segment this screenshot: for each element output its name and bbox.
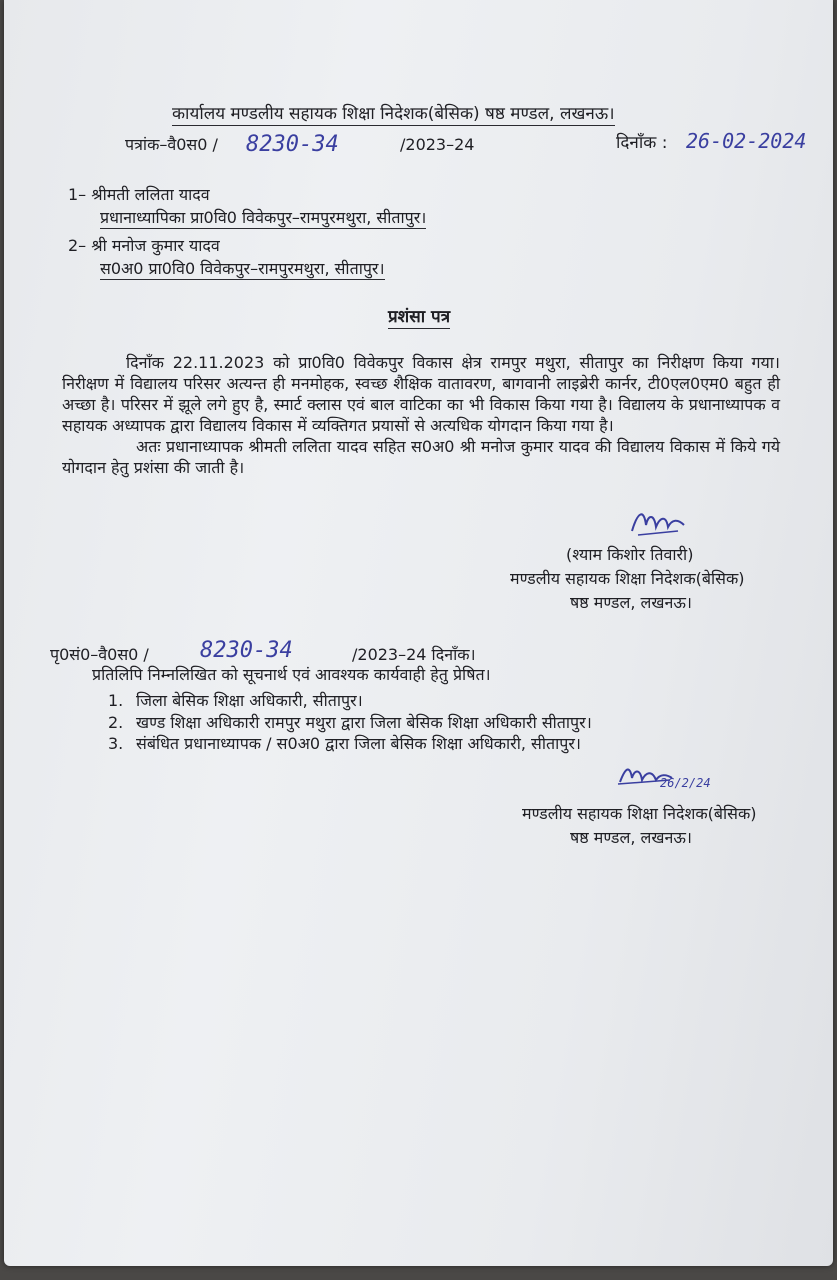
list-item-text: संबंधित प्रधानाध्यापक / स0अ0 द्वारा जिला बेसिक शिक्षा अधिकारी, सीतापुर। bbox=[136, 734, 581, 753]
date-handwritten: 26-02-2024 bbox=[686, 129, 807, 153]
body-text bbox=[62, 352, 780, 478]
recipient-1-address: प्रधानाध्यापिका प्रा0वि0 विवेकपुर–रामपुरमथुरा, सीतापुर। bbox=[100, 208, 426, 229]
signature-mark bbox=[628, 505, 688, 539]
list-item-number: 3. bbox=[108, 734, 124, 753]
signatory-name: (श्याम किशोर तिवारी) bbox=[566, 545, 694, 564]
recipient-1-name: 1– श्रीमती ललिता यादव bbox=[68, 185, 210, 204]
list-item-number: 2. bbox=[108, 712, 124, 732]
letter-paper bbox=[4, 0, 833, 1266]
copy-ref-year-date: /2023–24 दिनाँक। bbox=[352, 645, 476, 664]
list-item bbox=[108, 733, 592, 755]
list-item-number: 1. bbox=[108, 691, 124, 710]
list-item bbox=[108, 690, 592, 712]
copy-signatory-designation: मण्डलीय सहायक शिक्षा निदेशक(बेसिक) bbox=[522, 804, 757, 823]
sign-date-handwritten: 26/2/24 bbox=[660, 776, 711, 790]
ref-year: /2023–24 bbox=[400, 135, 475, 154]
ref-prefix: पत्रांक–वै0स0 / bbox=[125, 135, 218, 154]
list-item-text: जिला बेसिक शिक्षा अधिकारी, सीतापुर। bbox=[136, 691, 363, 710]
list-item bbox=[108, 712, 592, 734]
signatory-designation: मण्डलीय सहायक शिक्षा निदेशक(बेसिक) bbox=[510, 569, 745, 588]
date-label: दिनाँक : bbox=[616, 133, 668, 153]
office-heading: कार्यालय मण्डलीय सहायक शिक्षा निदेशक(बेसिक) षष्ठ मण्डल, लखनऊ। bbox=[172, 104, 615, 126]
body-paragraph-1: दिनाँक 22.11.2023 को प्रा0वि0 विवेकपुर विकास क्षेत्र रामपुर मथुरा, सीतापुर का निरीक्षण किया गया। निरीक्षण में विद्यालय परिसर अत्यन्त ही मनमोहक, स्वच्छ शैक्षिक वातावरण, बागवानी लाइब्रेरी कार्नर, टी0एल0एम0 बहुत ही अच्छा है। परिसर में झूले लगे हुए है, स्मार्ट क्लास एवं बाल वाटिका का भी विकास किया गया है। विद्यालय के प्रधानाध्यापक व सहायक अध्यापक द्वारा विद्यालय विकास में व्यक्तिगत प्रयासों से अत्यधिक योगदान किया गया है। bbox=[62, 353, 780, 435]
subject-heading: प्रशंसा पत्र bbox=[388, 307, 450, 329]
recipient-2-address: स0अ0 प्रा0वि0 विवेकपुर–रामपुरमथुरा, सीतापुर। bbox=[100, 259, 385, 280]
ref-number-handwritten: 8230-34 bbox=[246, 132, 339, 157]
body-paragraph-2: अतः प्रधानाध्यापक श्रीमती ललिता यादव सहित स0अ0 श्री मनोज कुमार यादव की विद्यालय विकास में किये गये योगदान हेतु प्रशंसा की जाती है। bbox=[62, 437, 780, 477]
copy-signatory-office: षष्ठ मण्डल, लखनऊ। bbox=[570, 828, 692, 847]
copy-list bbox=[108, 690, 592, 755]
recipient-2-name: 2– श्री मनोज कुमार यादव bbox=[68, 236, 220, 255]
copy-ref-number-handwritten: 8230-34 bbox=[200, 638, 293, 663]
signatory-office: षष्ठ मण्डल, लखनऊ। bbox=[570, 593, 692, 612]
list-item-text: खण्ड शिक्षा अधिकारी रामपुर मथुरा द्वारा जिला बेसिक शिक्षा अधिकारी सीतापुर। bbox=[136, 712, 592, 732]
copy-ref-prefix: पृ0सं0–वै0स0 / bbox=[50, 645, 149, 664]
copy-intro: प्रतिलिपि निम्नलिखित को सूचनार्थ एवं आवश्यक कार्यवाही हेतु प्रेषित। bbox=[92, 665, 491, 684]
